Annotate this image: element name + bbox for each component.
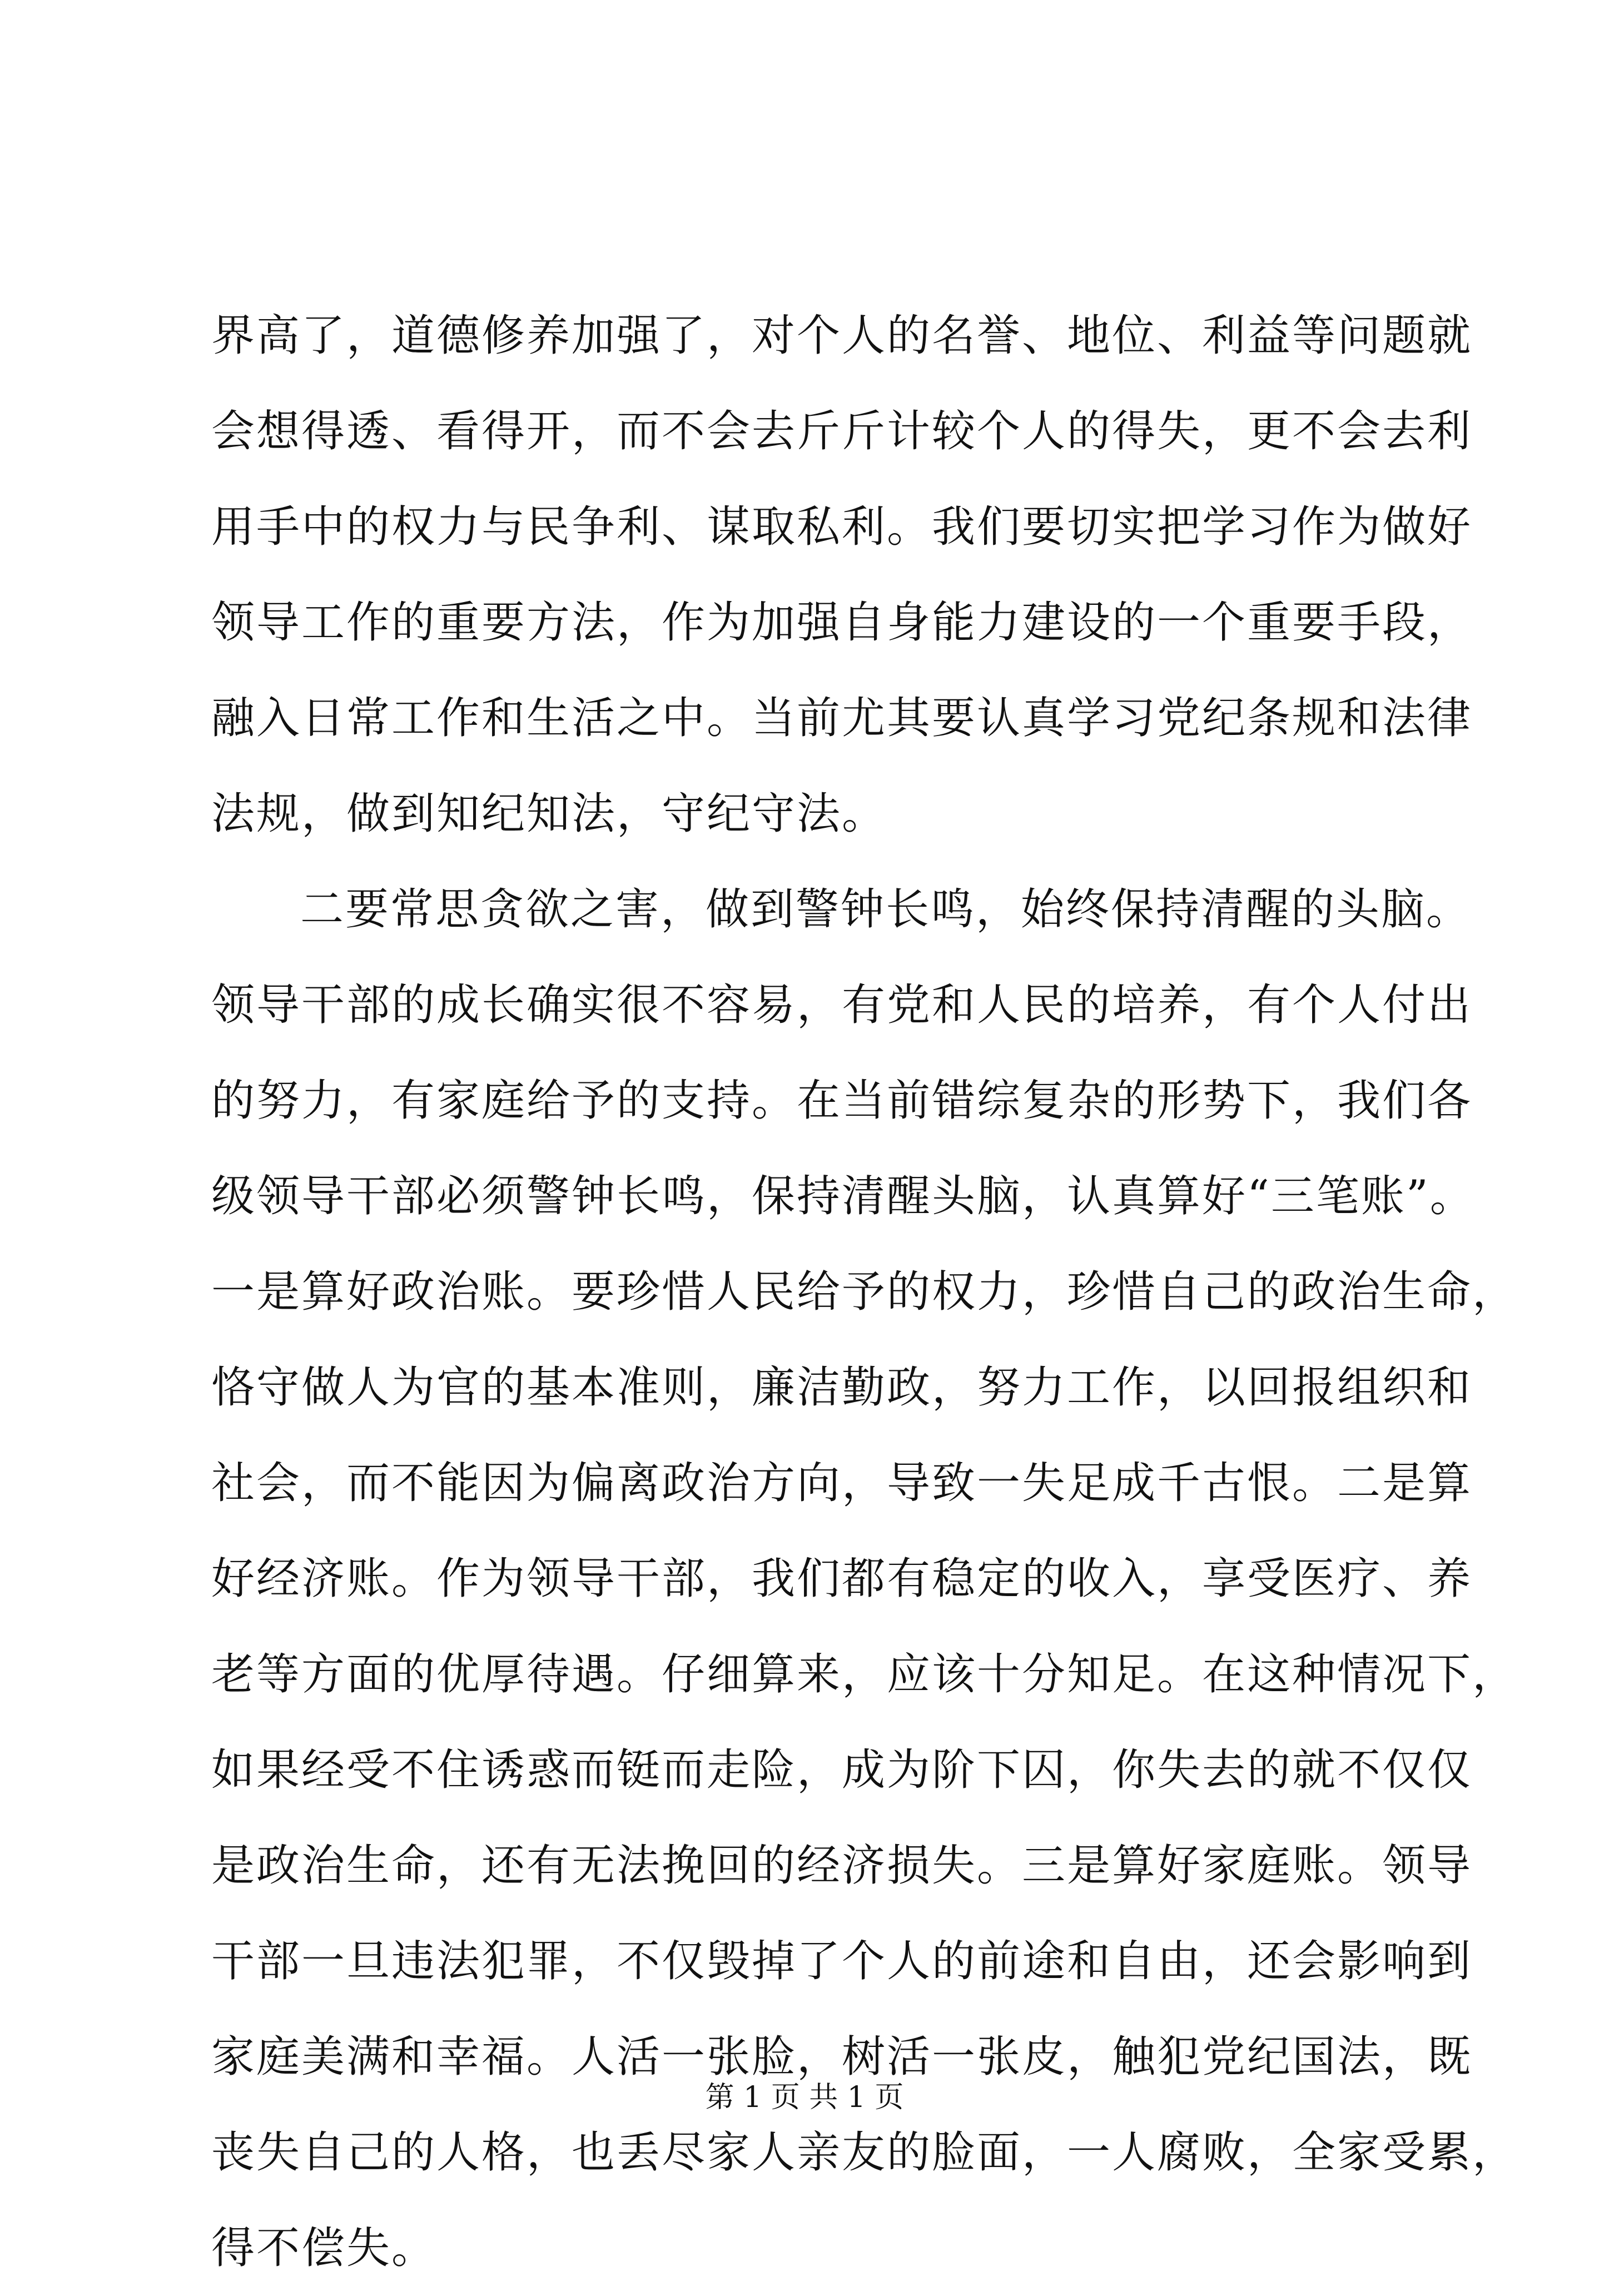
body-text	[211, 288, 1518, 2296]
text-line: 如果经受不住诱惑而铤而走险，成为阶下囚，你失去的就不仅仅	[211, 1745, 1473, 1795]
text-line: 老等方面的优厚待遇。仔细算来，应该十分知足。在这种情况下，	[211, 1649, 1518, 1699]
text-line: 家庭美满和幸福。人活一张脸，树活一张皮，触犯党纪国法，既	[211, 2032, 1473, 2082]
text-line: 干部一旦违法犯罪，不仅毁掉了个人的前途和自由，还会影响到	[211, 1936, 1473, 1986]
text-line: 界高了，道德修养加强了，对个人的名誉、地位、利益等问题就	[211, 311, 1473, 361]
text-line: 领导工作的重要方法，作为加强自身能力建设的一个重要手段，	[211, 598, 1473, 648]
text-line: 的努力，有家庭给予的支持。在当前错综复杂的形势下，我们各	[211, 1076, 1473, 1126]
text-line: 得不偿失。	[211, 2223, 437, 2273]
text-line: 会想得透、看得开，而不会去斤斤计较个人的得失，更不会去利	[211, 406, 1473, 456]
text-line: 好经济账。作为领导干部，我们都有稳定的收入，享受医疗、养	[211, 1554, 1473, 1604]
text-line: 社会，而不能因为偏离政治方向，导致一失足成千古恨。二是算	[211, 1458, 1473, 1508]
text-line: 融入日常工作和生活之中。当前尤其要认真学习党纪条规和法律	[211, 693, 1473, 743]
text-line: 是政治生命，还有无法挽回的经济损失。三是算好家庭账。领导	[211, 1841, 1473, 1891]
text-line: 用手中的权力与民争利、谋取私利。我们要切实把学习作为做好	[211, 502, 1473, 552]
text-line: 级领导干部必须警钟长鸣，保持清醒头脑，认真算好“三笔账”。	[211, 1171, 1475, 1221]
paragraph-first-line: 二要常思贪欲之害，做到警钟长鸣，始终保持清醒的头脑。	[300, 884, 1472, 935]
text-line: 一是算好政治账。要珍惜人民给予的权力，珍惜自己的政治生命，	[211, 1267, 1518, 1317]
page-number-footer: 第 1 页 共 1 页	[705, 2081, 904, 2114]
text-line: 恪守做人为官的基本准则，廉洁勤政，努力工作，以回报组织和	[211, 1363, 1473, 1413]
text-line: 领导干部的成长确实很不容易，有党和人民的培养，有个人付出	[211, 980, 1473, 1030]
text-line: 丧失自己的人格，也丢尽家人亲友的脸面，一人腐败，全家受累，	[211, 2128, 1518, 2178]
text-line: 法规，做到知纪知法，守纪守法。	[211, 789, 887, 839]
